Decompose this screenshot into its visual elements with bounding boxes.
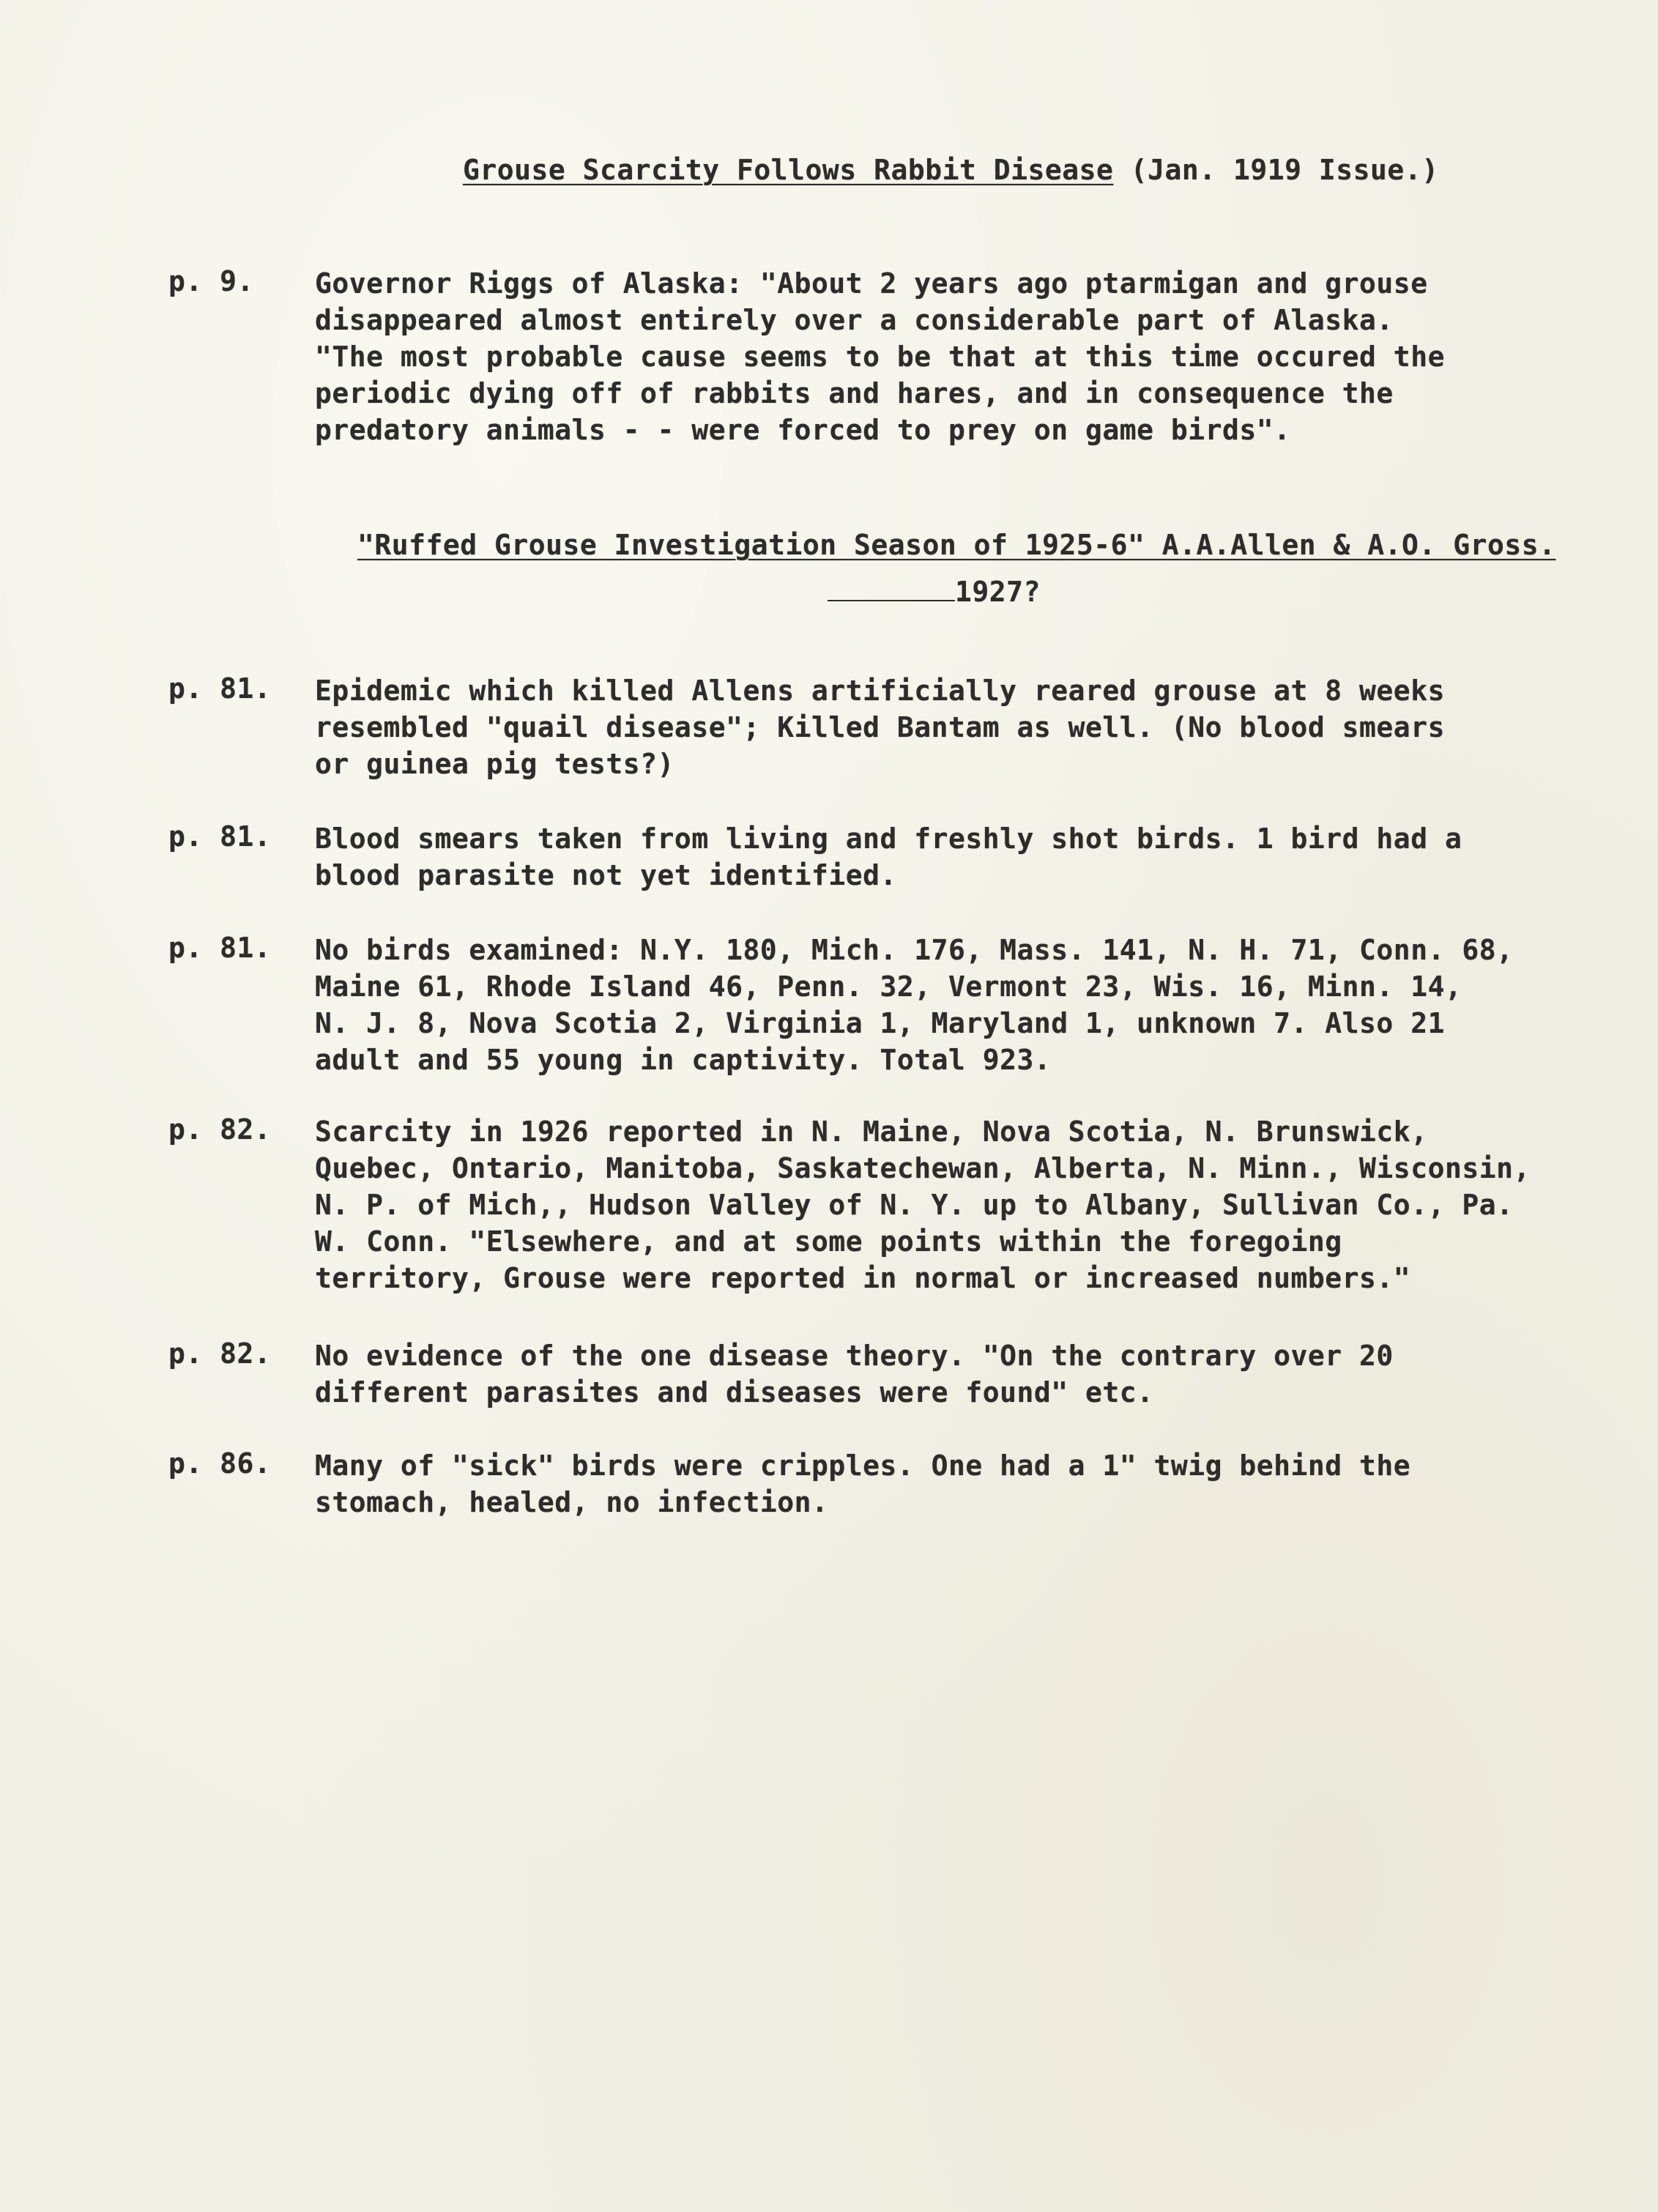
page-reference: p. 82.: [168, 1337, 272, 1370]
heading-issue-note: (Jan. 1919 Issue.): [1130, 154, 1439, 186]
note-text: [315, 672, 1445, 782]
note-line: Maine 61, Rhode Island 46, Penn. 32, Vermont 23, Wis. 16, Minn. 14,: [315, 970, 1462, 1003]
page-reference: p. 86.: [168, 1447, 272, 1480]
note-entry: [168, 1113, 1531, 1296]
note-entry: [168, 820, 1462, 894]
page-reference: p. 9.: [168, 265, 254, 297]
note-line: N. J. 8, Nova Scotia 2, Virginia 1, Maryland 1, unknown 7. Also 21: [315, 1007, 1445, 1039]
note-line: Scarcity in 1926 reported in N. Maine, Nova Scotia, N. Brunswick,: [315, 1116, 1428, 1148]
note-entry: [168, 265, 1445, 448]
heading-year: 1927?: [955, 576, 1041, 608]
note-line: Governor Riggs of Alaska: "About 2 years ago ptarmigan and grouse: [315, 267, 1428, 300]
note-entry: [168, 1447, 1410, 1521]
note-line: Quebec, Ontario, Manitoba, Saskatechewan, Alberta, N. Minn., Wisconsin,: [315, 1152, 1531, 1184]
page-reference: p. 81.: [168, 932, 272, 964]
note-line: N. P. of Mich,, Hudson Valley of N. Y. up to Albany, Sullivan Co., Pa.: [315, 1189, 1514, 1221]
note-text: [315, 265, 1445, 448]
heading-title: "Ruffed Grouse Investigation Season of 1925-6" A.A.Allen & A.O. Gross.: [357, 529, 1556, 561]
note-text: [315, 820, 1462, 894]
note-line: No evidence of the one disease theory. "On the contrary over 20: [315, 1340, 1394, 1372]
underline-rule: [828, 600, 955, 601]
note-line: Epidemic which killed Allens artificially reared grouse at 8 weeks: [315, 675, 1445, 707]
note-line: blood parasite not yet identified.: [315, 859, 897, 891]
note-line: or guinea pig tests?): [315, 748, 674, 780]
note-text: [315, 932, 1513, 1078]
note-line: resembled "quail disease"; Killed Bantam as well. (No blood smears: [315, 711, 1445, 743]
page-reference: p. 82.: [168, 1113, 272, 1146]
heading-ruffed-grouse-investigation: [357, 529, 1555, 561]
note-line: No birds examined: N.Y. 180, Mich. 176, Mass. 141, N. H. 71, Conn. 68,: [315, 934, 1514, 966]
note-line: stomach, healed, no infection.: [315, 1486, 829, 1518]
heading-title: Grouse Scarcity Follows Rabbit Disease: [463, 154, 1114, 186]
note-line: adult and 55 young in captivity. Total 923.: [315, 1044, 1052, 1076]
note-entry: [168, 672, 1445, 782]
note-line: territory, Grouse were reported in normal or increased numbers.": [315, 1262, 1411, 1294]
note-line: disappeared almost entirely over a considerable part of Alaska.: [315, 304, 1394, 336]
heading-grouse-scarcity: [463, 154, 1439, 186]
note-line: W. Conn. "Elsewhere, and at some points within the foregoing: [315, 1225, 1342, 1258]
note-entry: [168, 1337, 1394, 1411]
note-line: Blood smears taken from living and freshly shot birds. 1 bird had a: [315, 823, 1462, 855]
page-reference: p. 81.: [168, 672, 272, 705]
note-text: [315, 1337, 1394, 1411]
note-line: periodic dying off of rabbits and hares, and in consequence the: [315, 377, 1394, 409]
note-text: [315, 1113, 1531, 1296]
page-reference: p. 81.: [168, 820, 272, 853]
note-line: Many of "sick" birds were cripples. One had a 1" twig behind the: [315, 1450, 1411, 1482]
note-line: "The most probable cause seems to be that at this time occured the: [315, 341, 1445, 373]
note-text: [315, 1447, 1410, 1521]
heading-year-line: [828, 576, 1041, 608]
note-line: different parasites and diseases were found" etc.: [315, 1376, 1154, 1409]
note-entry: [168, 932, 1513, 1078]
note-line: predatory animals - - were forced to prey on game birds".: [315, 414, 1291, 446]
